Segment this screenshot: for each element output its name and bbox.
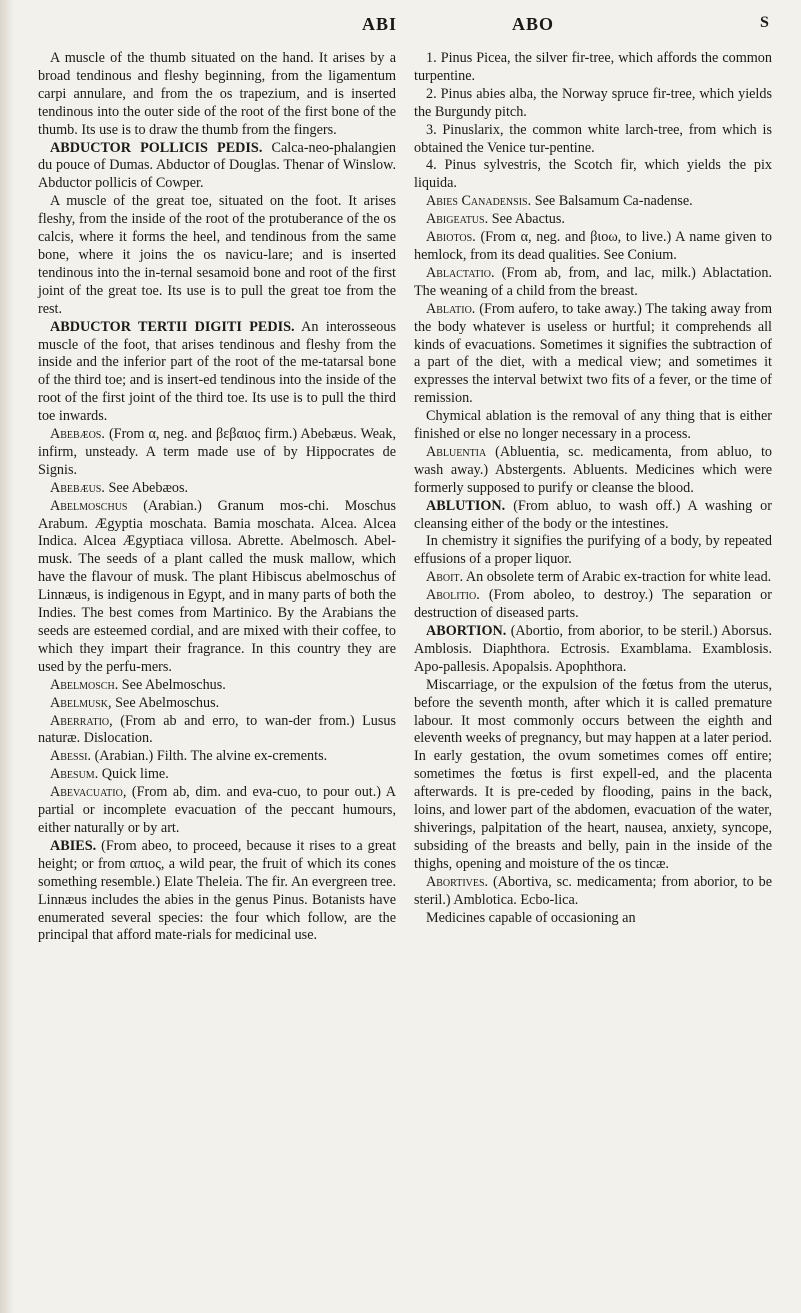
- dictionary-entry: [414, 874, 772, 910]
- dictionary-entry: [414, 587, 772, 623]
- entry-text: An interosseous muscle of the foot, that arises tendinous and fleshy from the inside and the inferior part of the root of the me-tatarsal bone of the third toe; and is insert-ed tendinous into the inside of the root of the first joint of the third toe. Its use is to pull the third toe inwards.: [38, 318, 396, 425]
- entry-text: (From abeo, to proceed, because it rises to a great height; or from απιος, a wild pear, the fruit of which its cones something resemble.) Elate Theleia. The fir. An evergreen tree. Linnæus includes the abies in the genus Pinus. Botanists have enumerated several species: the four which follow, are the principal that afford mate-rials for medicinal use.: [38, 837, 397, 944]
- entry-text: (Arabian.) Granum mos-chi. Moschus Arabum. Ægyptia moschata. Bamia moschata. Alcea. Alcea Indica. Alcea Ægyptiaca villosa. Abrette. Abelmosch. Abel-musk. The seeds of a plant called the musk mallow, which have the flavour of musk. The plant Hibiscus abelmoschus of Linnæus, is indigenous in Egypt, and in many parts of both the Indies. The best comes from Martinico. By the Arabians the seeds are esteemed cordial, and are mixed with their coffee, to which they impart their fragrance. In this country they are used by the perfu-mers.: [38, 497, 397, 675]
- dictionary-entry: [414, 498, 772, 534]
- dictionary-entry: [414, 444, 772, 498]
- entry-text: (From α, neg. and βιοω, to live.) A name given to hemlock, from its dead qualities. See Conium.: [414, 229, 772, 263]
- entry-text: Quick lime.: [101, 766, 169, 783]
- entry-text: 1. Pinus Picea, the silver fir-tree, which affords the common turpentine.: [414, 50, 772, 84]
- entry-headword: Abigeatus.: [426, 211, 489, 228]
- dictionary-entry: [414, 229, 772, 265]
- dictionary-entry: [38, 498, 396, 677]
- entry-headword: ABDUCTOR POLLICIS PEDIS.: [50, 139, 263, 156]
- entry-text: See Balsamum Ca-nadense.: [534, 193, 693, 210]
- dictionary-entry: [414, 677, 772, 874]
- entry-headword: Abebæus.: [50, 479, 105, 496]
- dictionary-entry: [414, 301, 772, 408]
- entry-headword: Abevacuatio,: [50, 784, 127, 801]
- dictionary-entry: [38, 766, 396, 784]
- dictionary-entry: [414, 408, 772, 444]
- entry-text: Miscarriage, or the expulsion of the fœtus from the uterus, before the seventh month, after which it is called premature labour. It most commonly occurs between the eighth and eleventh weeks of pregnancy, but may happen at a later period. In early gestation, the ovum sometimes comes off entire; sometimes the fœtus is first expell-ed, and the placenta afterwards. It is pre-ceded by flooding, pains in the back, loins, and lower part of the abdomen, evacuation of the water, shiverings, palpitation of the heart, nausea, anxiety, syncope, subsiding of the breasts and belly, pain in the inside of the thighs, opening and moisture of the os tincæ.: [414, 676, 772, 872]
- dictionary-entry: [38, 713, 396, 749]
- dictionary-entry: [38, 193, 396, 318]
- dictionary-entry: [38, 140, 396, 194]
- entry-text: (Arabian.) Filth. The alvine ex-crements.: [94, 748, 328, 765]
- entry-text: (From ab, dim. and eva-cuo, to pour out.) A partial or incomplete evacuation of the peccant humours, either naturally or by art.: [38, 784, 397, 836]
- dictionary-entry: [414, 122, 772, 158]
- dictionary-entry: [38, 319, 396, 426]
- entry-headword: Abelmosch.: [50, 676, 119, 693]
- dictionary-entry: [414, 157, 772, 193]
- dictionary-entry: [414, 910, 772, 928]
- dictionary-entry: [38, 695, 396, 713]
- entry-text: (From α, neg. and βεβαιος firm.) Abebæus. Weak, infirm, unsteady. A term made use of by Hippocrates de Signis.: [38, 426, 396, 478]
- entry-headword: Abebæos.: [50, 426, 105, 443]
- entry-text: (From abluo, to wash off.) A washing or cleansing either of the body or the intestines.: [414, 497, 773, 532]
- dictionary-entry: [38, 784, 396, 838]
- left-column: [38, 50, 396, 945]
- entry-text: See Abactus.: [491, 211, 565, 228]
- entry-headword: Abolitio.: [426, 587, 480, 604]
- dictionary-entry: [38, 748, 396, 766]
- entry-text: See Abelmoschus.: [115, 694, 220, 711]
- dictionary-entry: [414, 623, 772, 677]
- entry-headword: ABLUTION.: [426, 497, 506, 514]
- entry-headword: ABDUCTOR TERTII DIGITI PEDIS.: [50, 318, 295, 335]
- entry-text: (Abluentia, sc. medicamenta, from abluo, to wash away.) Abstergents. Abluents. Medicines which were formerly supposed to purify or cleanse the blood.: [414, 443, 772, 496]
- entry-headword: Aboit.: [426, 569, 464, 586]
- entry-text: A muscle of the thumb situated on the hand. It arises by a broad tendinous and fleshy beginning, from the ligamentum carpi annulare, and from the os trapezium, and is inserted tendinous into the outer side of the root of the first bone of the thumb. Its use is to draw the thumb from the fingers.: [38, 50, 396, 138]
- entry-headword: ABORTION.: [426, 623, 507, 639]
- entry-text: (From aboleo, to destroy.) The separation or destruction of diseased parts.: [414, 587, 773, 622]
- dictionary-entry: [414, 533, 772, 569]
- entry-text: 4. Pinus sylvestris, the Scotch fir, which yields the pix liquida.: [414, 157, 772, 192]
- entry-text: 3. Pinuslarix, the common white larch-tree, from which is obtained the Venice tur-pentine.: [414, 121, 772, 156]
- dictionary-entry: [38, 677, 396, 695]
- entry-headword: Abiotos.: [426, 229, 476, 246]
- entry-headword: Abies Canadensis.: [426, 193, 532, 210]
- entry-headword: Abesum.: [50, 766, 99, 783]
- entry-text: See Abebæos.: [108, 479, 189, 496]
- dictionary-entry: [38, 480, 396, 498]
- dictionary-entry: [414, 569, 772, 587]
- entry-headword: Abelmoschus: [50, 497, 128, 514]
- right-column: [414, 50, 772, 927]
- entry-text: Chymical ablation is the removal of any thing that is either finished or else no longer necessary in a process.: [414, 408, 772, 443]
- dictionary-entry: [414, 86, 772, 122]
- entry-text: An obsolete term of Arabic ex-traction for white lead.: [465, 569, 772, 586]
- entry-text: (From aufero, to take away.) The taking away from the body whatever is useless or hurtful; it comprehends all kinds of evacuations. Sometimes it signifies the subtraction of a part of the diet, with a medical view; and sometimes it expresses the interval betwixt two fits of a fever, or the time of remission.: [414, 300, 772, 407]
- entry-text: In chemistry it signifies the purifying of a body, by repeated effusions of a proper liquor.: [414, 533, 772, 568]
- entry-text: (From ab, from, and lac, milk.) Ablactation. The weaning of a child from the breast.: [414, 264, 773, 299]
- dictionary-entry: [414, 193, 772, 211]
- entry-headword: Ablatio.: [426, 300, 476, 317]
- page-edge-shadow: [0, 0, 14, 1313]
- entry-text: See Abelmoschus.: [121, 676, 226, 693]
- running-head-right: ABO: [512, 14, 555, 34]
- entry-text: Calca-neo-phalangien du pouce of Dumas. Abductor of Douglas. Thenar of Winslow. Abductor pollicis of Cowper.: [38, 139, 397, 192]
- entry-text: (Abortiva, sc. medicamenta; from aborior, to be steril.) Amblotica. Ecbo-lica.: [414, 873, 773, 908]
- dictionary-entry: [38, 426, 396, 480]
- entry-headword: Abluentia: [426, 443, 487, 460]
- entry-headword: Aberratio,: [50, 712, 113, 729]
- entry-text: 2. Pinus abies alba, the Norway spruce fir-tree, which yields the Burgundy pitch.: [414, 85, 772, 120]
- entry-text: (From ab and erro, to wan-der from.) Lusus naturæ. Dislocation.: [38, 712, 396, 747]
- dictionary-entry: [414, 50, 772, 86]
- running-head-left: ABI: [362, 14, 398, 34]
- entry-headword: Ablactatio.: [426, 264, 495, 281]
- entry-headword: Abortives.: [426, 873, 489, 890]
- entry-text: A muscle of the great toe, situated on the foot. It arises fleshy, from the inside of the root of the protuberance of the os calcis, where it forms the heel, and tendinous from the same bone, where it joins the os navicu-lare; and is inserted tendinous into the in-ternal sesamoid bone and root of the first joint of the great toe. Its use is to pull the great toe from the rest.: [38, 193, 396, 317]
- dictionary-entry: [38, 50, 396, 140]
- dictionary-entry: [414, 265, 772, 301]
- dictionary-entry: [38, 838, 396, 945]
- signature-mark: S: [760, 14, 770, 31]
- entry-headword: Abelmusk,: [50, 694, 112, 711]
- dictionary-entry: [414, 211, 772, 229]
- entry-text: Medicines capable of occasioning an: [426, 909, 636, 926]
- entry-headword: ABIES.: [50, 837, 97, 854]
- entry-text: (Abortio, from aborior, to be steril.) Aborsus. Amblosis. Diaphthora. Ectrosis. Examblama. Examblosis. Apo-pallesis. Apopalsis. Apophthora.: [414, 623, 772, 675]
- entry-headword: Abessi.: [50, 748, 92, 765]
